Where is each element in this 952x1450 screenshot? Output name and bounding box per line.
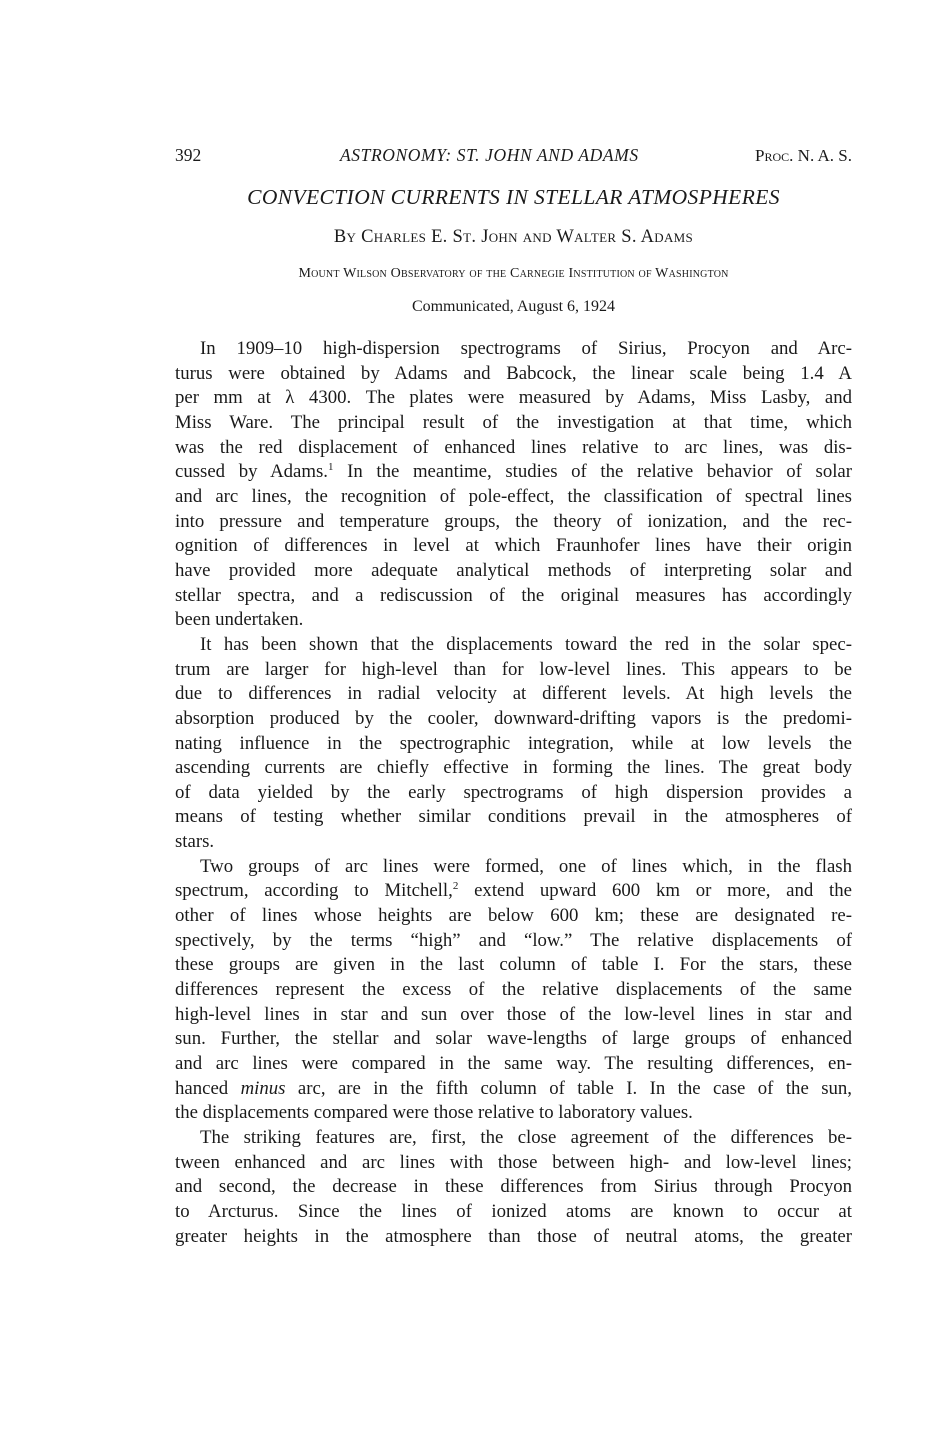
text-line	[175, 460, 852, 485]
author-byline: By Charles E. St. John and Walter S. Adams	[333, 227, 694, 247]
journal-abbreviation: Proc. N. A. S.	[755, 146, 852, 165]
text-line	[175, 879, 852, 904]
text-line: Miss Ware. The principal result of the investigation at that time, which	[175, 411, 852, 433]
text-line: The striking features are, first, the close agreement of the differences be-	[200, 1127, 852, 1148]
article-body	[175, 337, 852, 1249]
text-line: other of lines whose heights are below 600 km; these are designated re-	[175, 905, 852, 927]
text-run: hanced	[175, 1077, 241, 1099]
text-line: due to differences in radial velocity at different levels. At high levels the	[175, 683, 852, 705]
text-line: It has been shown that the displacements toward the red in the solar spec-	[200, 633, 852, 655]
text-line: per mm at λ 4300. The plates were measured by Adams, Miss Lasby, and	[175, 387, 852, 409]
text-line: means of testing whether similar conditions prevail in the atmospheres of	[175, 806, 852, 828]
text-line: been undertaken.	[175, 609, 304, 631]
text-line: stellar spectra, and a rediscussion of the original measures has accordingly	[175, 584, 852, 606]
text-line: spectively, by the terms “high” and “low.” The relative displacements of	[175, 929, 852, 951]
text-line: trum are larger for high-level than for low-level lines. This appears to be	[175, 658, 852, 680]
paragraph-1	[175, 337, 852, 633]
text-run: arc, are in the fifth column of table I. In the case of the sun,	[285, 1077, 852, 1099]
text-line: In 1909–10 high-dispersion spectrograms of Sirius, Procyon and Arc-	[200, 338, 852, 359]
text-line: and second, the decrease in these differences from Sirius through Procyon	[175, 1176, 852, 1198]
text-line: ascending currents are chiefly effective in forming the lines. The great body	[175, 757, 852, 779]
text-line: into pressure and temperature groups, the theory of ionization, and the rec-	[175, 510, 852, 532]
text-line: these groups are given in the last column of table I. For the stars, these	[175, 954, 852, 976]
text-line: was the red displacement of enhanced lines relative to arc lines, was dis-	[175, 436, 852, 458]
text-line: tween enhanced and arc lines with those between high- and low-level lines;	[175, 1151, 852, 1173]
text-line: absorption produced by the cooler, downward-drifting vapors is the predomi-	[175, 707, 852, 729]
text-line: greater heights in the atmosphere than those of neutral atoms, the greater	[175, 1225, 852, 1247]
text-line: and arc lines were compared in the same way. The resulting differences, en-	[175, 1053, 852, 1075]
communicated-date: Communicated, August 6, 1924	[411, 298, 616, 315]
running-head	[175, 145, 852, 169]
text-line: ognition of differences in level at which Fraunhofer lines have their origin	[175, 535, 852, 557]
article-title: CONVECTION CURRENTS IN STELLAR ATMOSPHERES	[247, 185, 780, 209]
italic-term: minus	[240, 1077, 286, 1099]
text-line: differences represent the excess of the relative displacements of the same	[175, 979, 852, 1001]
text-line: have provided more adequate analytical methods of interpreting solar and	[175, 559, 852, 581]
text-line	[175, 1077, 852, 1102]
text-line: to Arcturus. Since the lines of ionized atoms are known to occur at	[175, 1200, 852, 1222]
text-run: In the meantime, studies of the relative behavior of solar	[333, 461, 853, 483]
footnote-marker[interactable]: 1	[327, 461, 334, 474]
text-line: stars.	[175, 831, 215, 853]
text-line: nating influence in the spectrographic integration, while at low levels the	[175, 732, 852, 754]
text-run: spectrum, according to Mitchell,	[175, 880, 453, 902]
text-line: high-level lines in star and sun over those of the low-level lines in star and	[175, 1003, 852, 1025]
paragraph-3	[175, 855, 852, 1126]
paragraph-4	[175, 1126, 852, 1249]
paragraph-2	[175, 633, 852, 855]
text-line: and arc lines, the recognition of pole-effect, the classification of spectral lines	[175, 485, 852, 507]
footnote-marker[interactable]: 2	[452, 880, 459, 893]
text-line: turus were obtained by Adams and Babcock, the linear scale being 1.4 A	[175, 362, 852, 384]
text-run: extend upward 600 km or more, and the	[458, 880, 852, 902]
running-title: ASTRONOMY: ST. JOHN AND ADAMS	[340, 145, 639, 165]
text-line: the displacements compared were those relative to laboratory values.	[175, 1102, 693, 1124]
text-line: Two groups of arc lines were formed, one of lines which, in the flash	[200, 855, 852, 877]
text-line: of data yielded by the early spectrograms of high dispersion provides a	[175, 781, 852, 803]
text-line: sun. Further, the stellar and solar wave-lengths of large groups of enhanced	[175, 1028, 852, 1050]
text-run: cussed by Adams.	[175, 461, 328, 483]
page-number: 392	[175, 145, 202, 165]
author-affiliation: Mount Wilson Observatory of the Carnegie Institution of Washington	[298, 266, 729, 281]
